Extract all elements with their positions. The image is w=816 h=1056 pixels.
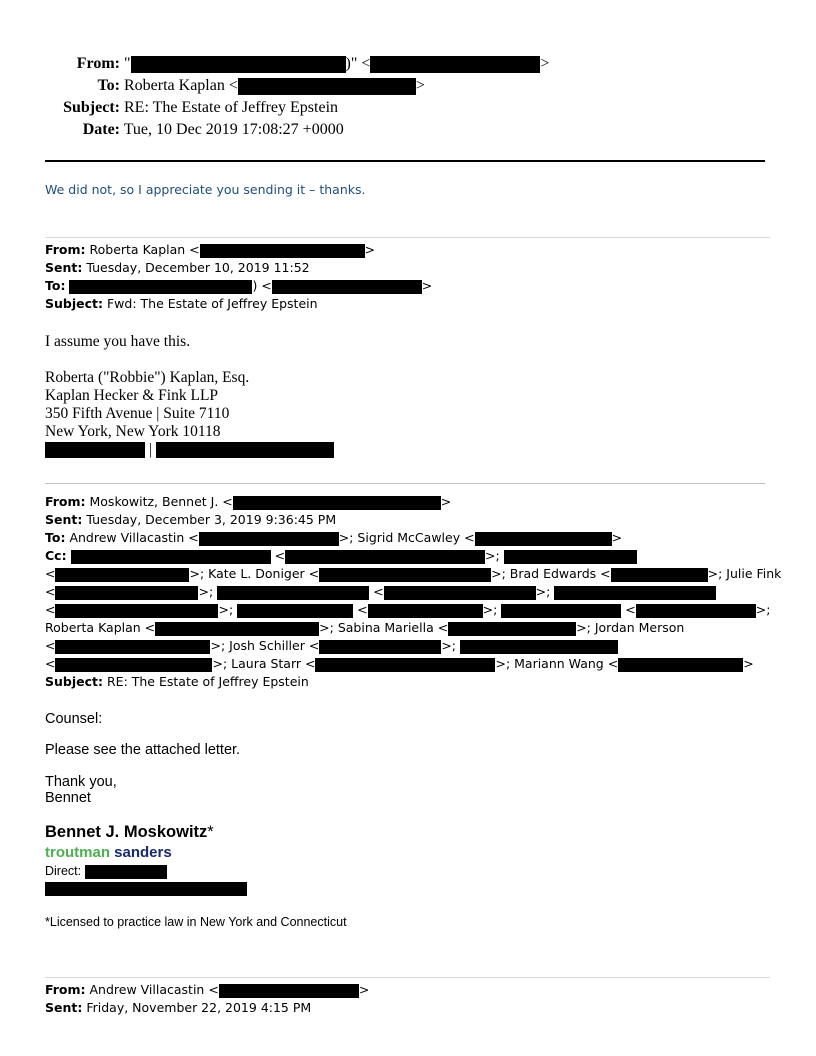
msg3-subject-label: Subject: xyxy=(45,674,103,689)
redaction xyxy=(460,640,618,654)
redaction xyxy=(131,56,346,73)
redaction xyxy=(156,442,334,458)
redaction xyxy=(55,586,198,600)
msg3-sent-value: Tuesday, December 3, 2019 9:36:45 PM xyxy=(86,512,337,527)
firm-logo xyxy=(45,844,172,861)
from-quote-close: )" < xyxy=(345,55,371,72)
date-label: Date: xyxy=(82,121,120,138)
msg3-counsel: Counsel: xyxy=(45,711,103,727)
cc-text: >; xyxy=(535,584,551,599)
from-label: From: xyxy=(76,55,120,72)
cc-text: >; xyxy=(198,584,214,599)
subject-value: RE: The Estate of Jeffrey Epstein xyxy=(124,99,339,116)
cc-text: < xyxy=(45,638,56,653)
redaction xyxy=(45,882,247,896)
msg3-thanks: Thank you, xyxy=(45,774,117,790)
msg3-letter: Please see the attached letter. xyxy=(45,742,241,758)
redaction xyxy=(611,568,708,582)
msg3-direct-row xyxy=(45,864,167,879)
msg4-from-close: > xyxy=(358,982,370,997)
cc-text: >; xyxy=(485,548,500,563)
redaction xyxy=(319,640,441,654)
cc-text: Roberta Kaplan < xyxy=(45,620,156,635)
cc-text: >; Josh Schiller < xyxy=(210,638,320,653)
redaction xyxy=(501,604,621,618)
msg2-subject-label: Subject: xyxy=(45,296,103,311)
msg2-from-row xyxy=(45,241,375,259)
redaction xyxy=(554,586,716,600)
msg2-subject-value: Fwd: The Estate of Jeffrey Epstein xyxy=(106,296,318,311)
cc-text: < xyxy=(45,602,56,617)
redaction xyxy=(69,280,252,294)
redaction xyxy=(55,658,212,672)
msg3-cc-row4 xyxy=(45,601,770,619)
redaction xyxy=(199,532,339,546)
msg3-subject-value: RE: The Estate of Jeffrey Epstein xyxy=(106,674,309,689)
msg2-body: I assume you have this. xyxy=(45,333,191,350)
msg3-cc-row5 xyxy=(45,619,684,637)
cc-text: >; Mariann Wang < xyxy=(495,656,619,671)
redaction xyxy=(370,56,540,73)
msg3-from-label: From: xyxy=(45,494,86,509)
msg3-cc-row3 xyxy=(45,583,716,601)
date-value: Tue, 10 Dec 2019 17:08:27 +0000 xyxy=(123,121,344,138)
msg3-cc-row2 xyxy=(45,565,781,583)
msg3-cc-row6 xyxy=(45,637,618,655)
msg3-to-row xyxy=(45,529,622,547)
msg2-to-close: > xyxy=(421,278,433,293)
redaction xyxy=(636,604,756,618)
cc-text: >; Sabina Mariella < xyxy=(319,620,449,635)
header-date-row xyxy=(60,119,344,141)
msg2-sig-line1: Roberta ("Robbie") Kaplan, Esq. xyxy=(45,369,250,386)
redaction xyxy=(368,604,483,618)
subject-label: Subject: xyxy=(63,99,120,116)
msg3-cc-label: Cc: xyxy=(45,548,67,563)
cc-text: < xyxy=(625,602,636,617)
msg3-sent-row xyxy=(45,511,336,529)
cc-text: >; Julie Fink xyxy=(707,566,782,581)
from-close: > xyxy=(540,55,550,72)
cc-text: < xyxy=(357,602,368,617)
msg2-sig-line4: New York, New York 10118 xyxy=(45,423,221,440)
msg3-sent-label: Sent: xyxy=(45,512,83,527)
msg2-from-close: > xyxy=(364,242,376,257)
redaction xyxy=(219,984,359,998)
redaction xyxy=(237,604,353,618)
msg2-sent-row xyxy=(45,259,310,277)
redaction xyxy=(475,532,612,546)
header-rule xyxy=(45,160,765,162)
firm-name-part1: troutman xyxy=(45,844,110,861)
redaction xyxy=(233,496,441,510)
msg4-sent-row xyxy=(45,999,311,1017)
msg2-from-label: From: xyxy=(45,242,86,257)
msg2-sent-value: Tuesday, December 10, 2019 11:52 xyxy=(86,260,310,275)
redaction xyxy=(618,658,743,672)
msg3-subject-row xyxy=(45,673,309,691)
to-value: Roberta Kaplan < xyxy=(124,77,238,94)
redaction xyxy=(504,550,637,564)
separator xyxy=(45,237,770,238)
msg4-from-label: From: xyxy=(45,982,86,997)
to-label: To: xyxy=(97,77,120,94)
header-to-row xyxy=(60,75,425,97)
cc-text: >; Brad Edwards < xyxy=(491,566,611,581)
redaction xyxy=(272,280,422,294)
redaction xyxy=(238,78,416,95)
cc-text: >; xyxy=(755,602,771,617)
msg3-from-close: > xyxy=(440,494,452,509)
msg3-name: Bennet xyxy=(45,790,91,806)
separator xyxy=(45,977,770,978)
msg3-from-row xyxy=(45,493,451,511)
msg4-from-row xyxy=(45,981,369,999)
cc-text: < xyxy=(45,566,56,581)
msg2-sig-line3: 350 Fifth Avenue | Suite 7110 xyxy=(45,405,230,422)
msg3-cc-row1 xyxy=(45,547,637,565)
msg2-sig-contact xyxy=(45,441,334,459)
sig-separator: | xyxy=(148,441,152,458)
msg4-sent-value: Friday, November 22, 2019 4:15 PM xyxy=(86,1000,312,1015)
cc-text: < xyxy=(373,584,384,599)
cc-text: >; Kate L. Doniger < xyxy=(189,566,320,581)
cc-text: >; Laura Starr < xyxy=(212,656,316,671)
msg4-sent-label: Sent: xyxy=(45,1000,83,1015)
redaction xyxy=(448,622,576,636)
cc-text: < xyxy=(45,656,56,671)
redaction xyxy=(55,604,218,618)
msg3-sig-name-row xyxy=(45,823,214,842)
redaction xyxy=(315,658,495,672)
msg2-sig-line2: Kaplan Hecker & Fink LLP xyxy=(45,387,219,404)
sig-star: * xyxy=(207,823,214,841)
msg3-from-value: Moskowitz, Bennet J. < xyxy=(89,494,233,509)
redaction xyxy=(71,550,271,564)
to-close: > xyxy=(415,77,425,94)
redaction xyxy=(319,568,491,582)
from-quote: " xyxy=(124,55,131,72)
cc-text: < xyxy=(45,584,56,599)
msg3-to-close: > xyxy=(611,530,623,545)
header-subject-row xyxy=(60,97,338,119)
msg2-subject-row xyxy=(45,295,318,313)
cc-text: >; Jordan Merson xyxy=(576,620,685,635)
redaction xyxy=(55,640,210,654)
redaction xyxy=(285,550,485,564)
msg2-sent-label: Sent: xyxy=(45,260,83,275)
msg3-to-value2: >; Sigrid McCawley < xyxy=(338,530,475,545)
msg2-to-label: To: xyxy=(45,278,66,293)
redaction xyxy=(217,586,369,600)
redaction xyxy=(55,568,189,582)
license-note: *Licensed to practice law in New York and Connecticut xyxy=(45,915,347,929)
cc-text: < xyxy=(274,548,286,563)
redaction xyxy=(85,865,167,879)
redaction xyxy=(200,244,365,258)
msg3-to-label: To: xyxy=(45,530,66,545)
msg3-cc-row7 xyxy=(45,655,754,673)
cc-text: >; xyxy=(441,638,456,653)
header-from-row xyxy=(60,53,549,75)
cc-text: >; xyxy=(218,602,234,617)
msg2-to-mid: ) < xyxy=(252,278,272,293)
separator xyxy=(45,483,765,484)
sig-name: Bennet J. Moskowitz xyxy=(45,823,208,841)
redaction xyxy=(155,622,319,636)
redaction xyxy=(45,442,145,458)
direct-label: Direct: xyxy=(45,864,82,878)
firm-name-part2: sanders xyxy=(114,844,172,861)
msg4-from-value: Andrew Villacastin < xyxy=(89,982,219,997)
msg2-to-row xyxy=(45,277,432,295)
reply-text: We did not, so I appreciate you sending it – thanks. xyxy=(45,182,366,197)
msg2-from-value: Roberta Kaplan < xyxy=(89,242,200,257)
msg3-to-value1: Andrew Villacastin < xyxy=(69,530,199,545)
cc-text: >; xyxy=(482,602,498,617)
redaction xyxy=(384,586,536,600)
cc-text: > xyxy=(743,656,754,671)
